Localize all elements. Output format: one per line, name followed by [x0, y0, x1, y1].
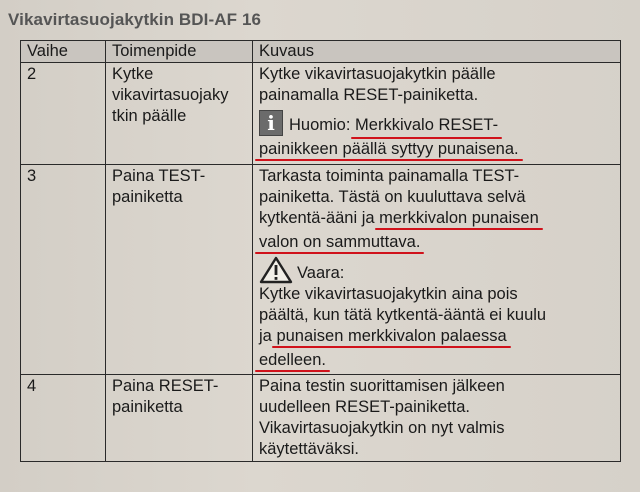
- description-line: käytettäväksi.: [259, 440, 359, 458]
- warning-text-underlined: edelleen.: [259, 351, 326, 369]
- description-text-underlined: merkkivalon punaisen: [379, 209, 539, 227]
- description-line: Paina testin suorittamisen jälkeen: [259, 377, 505, 395]
- description-line: Tarkasta toiminta painamalla TEST-: [259, 167, 520, 185]
- action-line: painiketta: [112, 398, 183, 416]
- warning-triangle-icon: [259, 256, 293, 284]
- warning-text-line: [259, 350, 614, 371]
- steps-table: [20, 40, 621, 462]
- action-line: Paina RESET-: [112, 377, 219, 395]
- action-line: Kytke: [112, 65, 154, 83]
- table-header-row: [21, 41, 621, 63]
- step-number: 4: [21, 375, 106, 462]
- action-line: tkin päälle: [112, 107, 187, 125]
- note-text-underlined: Merkkivalo RESET-: [355, 116, 499, 134]
- description-line: painiketta. Tästä on kuuluttava selvä: [259, 188, 526, 206]
- description-line: Kytke vikavirtasuojakytkin päälle: [259, 65, 496, 83]
- description-cell: [253, 165, 621, 375]
- warning-text-line: [259, 326, 614, 347]
- info-icon: i: [259, 110, 283, 136]
- description-line: [259, 208, 614, 229]
- header-action: Toimenpide: [106, 41, 253, 63]
- header-step: Vaihe: [21, 41, 106, 63]
- header-description: Kuvaus: [253, 41, 621, 63]
- action-cell: [106, 63, 253, 165]
- table-row: [21, 375, 621, 462]
- warning-text: ja: [259, 327, 277, 345]
- step-number: 3: [21, 165, 106, 375]
- warning-text-underlined: punaisen merkkivalon palaessa: [276, 327, 507, 345]
- document-title: Vikavirtasuojakytkin BDI-AF 16: [8, 10, 262, 29]
- action-line: Paina TEST-: [112, 167, 206, 185]
- warning-label: Vaara:: [297, 264, 345, 282]
- note-text-underlined: painikkeen päällä syttyy punaisena.: [259, 140, 519, 158]
- table-row: [21, 165, 621, 375]
- description-line: Vikavirtasuojakytkin on nyt valmis: [259, 419, 505, 437]
- description-text: kytkentä-ääni ja: [259, 209, 380, 227]
- warning-text-line: Kytke vikavirtasuojakytkin aina pois: [259, 285, 518, 303]
- action-cell: [106, 375, 253, 462]
- table-row: [21, 63, 621, 165]
- note-label: Huomio:: [289, 116, 351, 134]
- action-line: vikavirtasuojaky: [112, 86, 229, 104]
- description-cell: [253, 63, 621, 165]
- description-text-underlined: valon on sammuttava.: [259, 233, 421, 251]
- warning-text-line: päältä, kun tätä kytkentä-ääntä ei kuulu: [259, 306, 547, 324]
- warning-line: [259, 256, 614, 284]
- description-line: uudelleen RESET-painiketta.: [259, 398, 470, 416]
- note-line: [259, 110, 614, 136]
- action-line: painiketta: [112, 188, 183, 206]
- description-line: painamalla RESET-painiketta.: [259, 86, 479, 104]
- description-line: [259, 232, 614, 253]
- step-number: 2: [21, 63, 106, 165]
- description-cell: [253, 375, 621, 462]
- action-cell: [106, 165, 253, 375]
